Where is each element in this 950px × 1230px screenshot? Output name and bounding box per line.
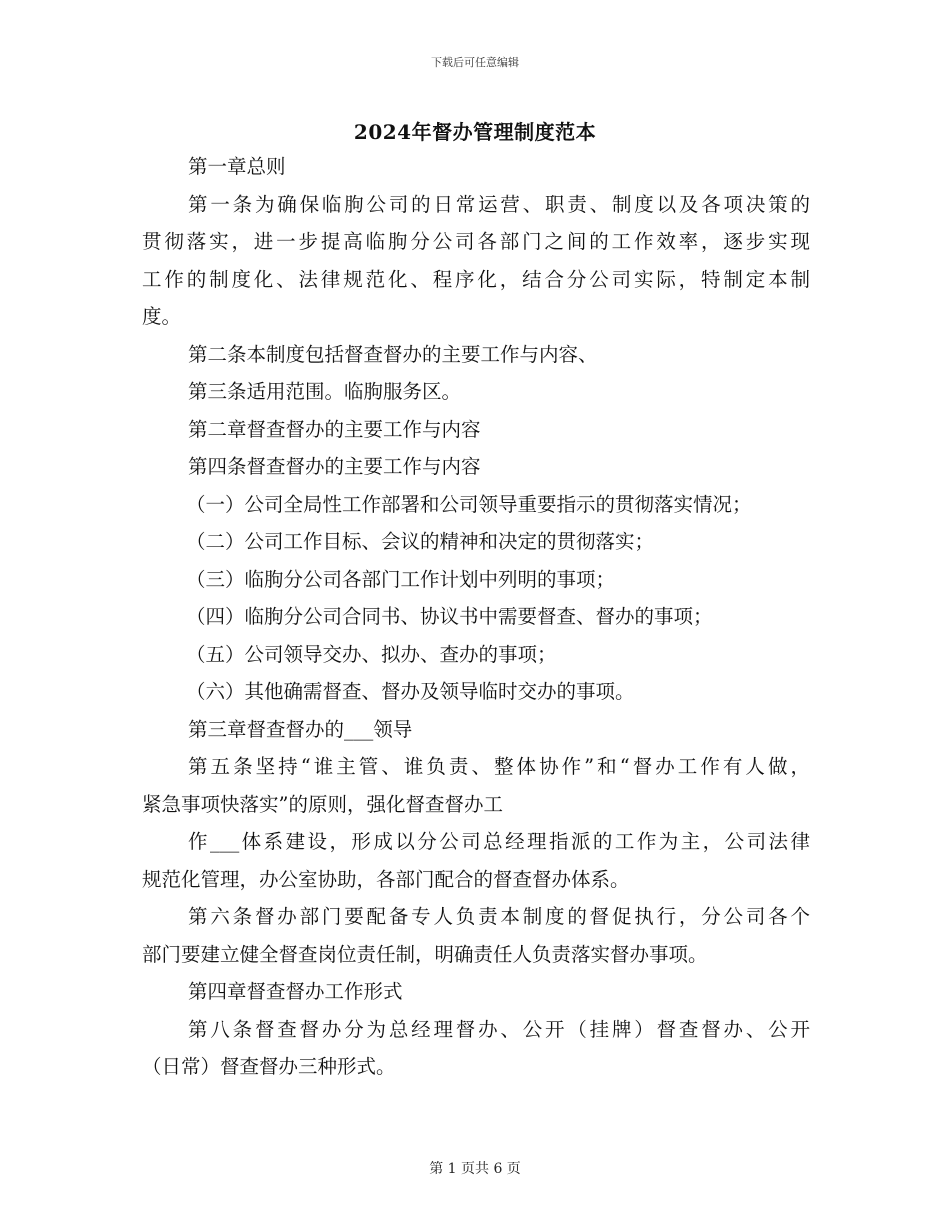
article-2: 第二条本制度包括督查督办的主要工作与内容、 <box>188 342 598 366</box>
page-footer: 第 1 页共 6 页 <box>429 1161 521 1177</box>
article-1 <box>142 186 810 336</box>
article-1-line: 工作的制度化、法律规范化、程序化，结合分公司实际，特制定本制 <box>142 267 810 291</box>
document-title: 2024年督办管理制度范本 <box>353 120 597 144</box>
article-3: 第三条适用范围。临朐服务区。 <box>188 380 462 403</box>
article-5 <box>142 748 810 823</box>
article-6 <box>142 898 810 973</box>
chapter-3-heading: 第三章督查督办的___领导 <box>188 717 413 741</box>
article-6-line: 第六条督办部门要配备专人负责本制度的督促执行，分公司各个 <box>188 905 810 928</box>
article-5-continued <box>142 823 810 898</box>
article-4: 第四条督查督办的主要工作与内容 <box>188 455 481 478</box>
document-body <box>142 148 810 1086</box>
article-5-continued-line: 作___体系建设，形成以分公司总经理指派的工作为主，公司法律 <box>188 830 810 853</box>
article-8-line: 第八条督查督办分为总经理督办、公开（挂牌）督查督办、公开 <box>188 1017 810 1041</box>
chapter-4-heading: 第四章督查督办工作形式 <box>188 980 403 1003</box>
list-item: （三）临朐分公司各部门工作计划中列明的事项； <box>186 567 616 591</box>
article-8 <box>142 1011 810 1086</box>
chapter-1-heading: 第一章总则 <box>188 155 286 178</box>
list-item: （二）公司工作目标、会议的精神和决定的贯彻落实； <box>186 530 655 553</box>
article-5-continued-line: 规范化管理，办公室协助，各部门配合的督查督办体系。 <box>142 867 630 891</box>
list-item: （六）其他确需督查、督办及领导临时交办的事项。 <box>186 680 635 703</box>
article-1-line: 第一条为确保临朐公司的日常运营、职责、制度以及各项决策的 <box>188 192 810 216</box>
header-note: 下载后可任意编辑 <box>431 56 519 69</box>
article-1-line: 贯彻落实，进一步提高临朐分公司各部门之间的工作效率，逐步实现 <box>142 230 810 253</box>
article-5-line: 紧急事项快落实”的原则，强化督查督办工 <box>142 792 503 816</box>
list-item: （四）临朐分公司合同书、协议书中需要督查、督办的事项； <box>186 605 713 628</box>
article-6-line: 部门要建立健全督查岗位责任制，明确责任人负责落实督办事项。 <box>142 942 708 966</box>
list-item: （一）公司全局性工作部署和公司领导重要指示的贯彻落实情况； <box>186 492 752 516</box>
article-5-line: 第五条坚持“谁主管、谁负责、整体协作”和“督办工作有人做， <box>188 755 810 778</box>
article-8-line: （日常）督查督办三种形式。 <box>142 1055 396 1078</box>
list-item: （五）公司领导交办、拟办、查办的事项； <box>186 642 557 666</box>
article-1-line: 度。 <box>142 305 182 328</box>
chapter-2-heading: 第二章督查督办的主要工作与内容 <box>188 417 481 441</box>
